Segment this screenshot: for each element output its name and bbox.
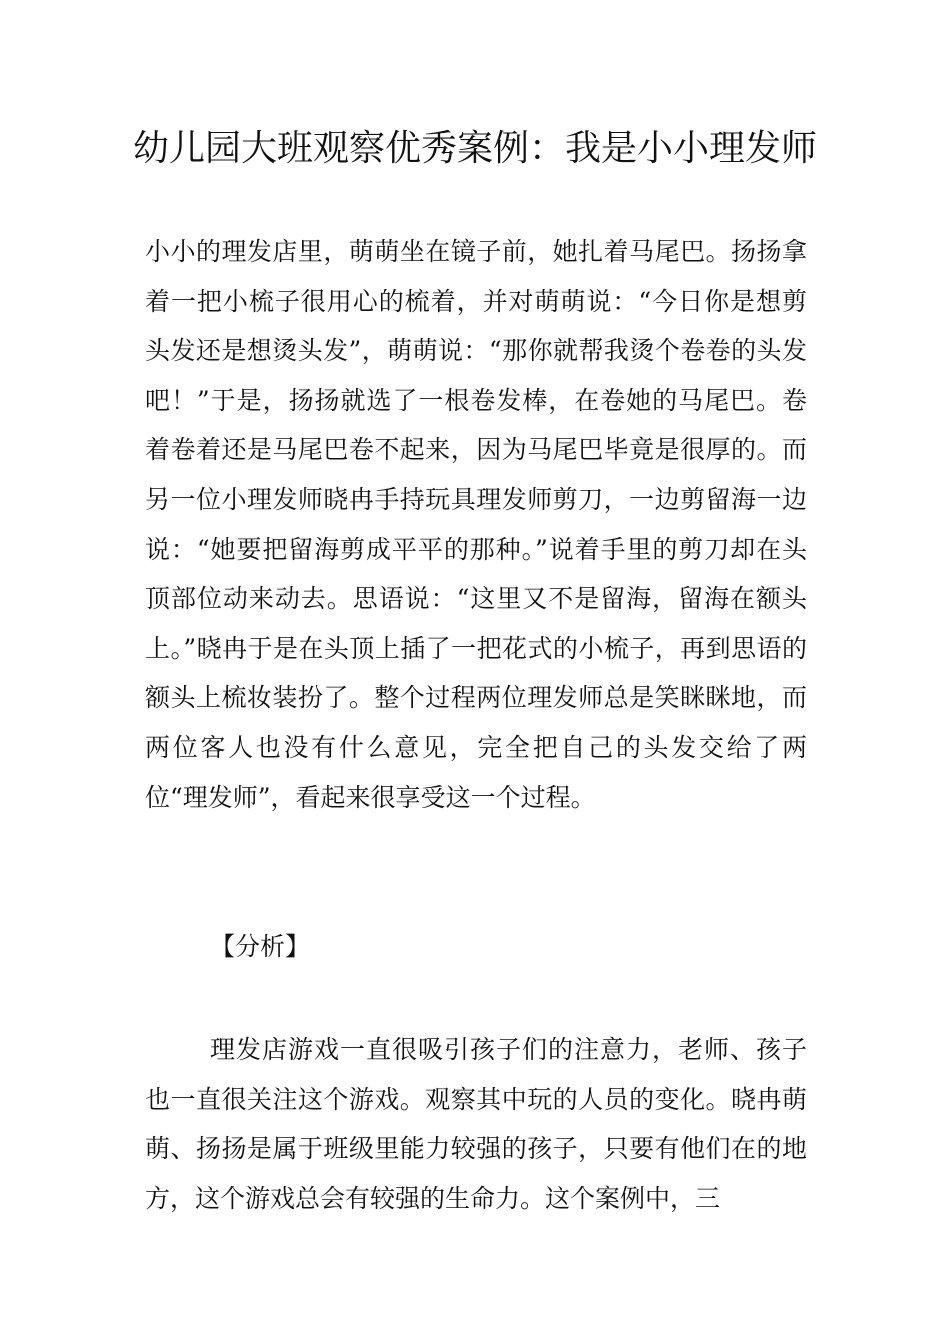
- document-title: 幼儿园大班观察优秀案例：我是小小理发师: [132, 128, 817, 169]
- analysis-paragraph: 理发店游戏一直很吸引孩子们的注意力，老师、孩子也一直很关注这个游戏。观察其中玩的人员的变化。晓冉萌萌、扬扬是属于班级里能力较强的孩子，只要有他们在的地方，这个游戏总会有较强的生命力。这个案例中，三: [145, 1035, 807, 1213]
- analysis-heading: 【分析】: [210, 932, 311, 961]
- case-paragraph: 小小的理发店里，萌萌坐在镜子前，她扎着马尾巴。扬扬拿着一把小梳子很用心的梳着，并对萌萌说：“今日你是想剪头发还是想烫头发”，萌萌说：“那你就帮我烫个卷卷的头发吧！”于是，扬扬就选了一根卷发棒，在卷她的马尾巴。卷着卷着还是马尾巴卷不起来，因为马尾巴毕竟是很厚的。而另一位小理发师晓冉手持玩具理发师剪刀，一边剪留海一边说：“她要把留海剪成平平的那种。”说着手里的剪刀却在头顶部位动来动去。思语说：“这里又不是留海，留海在额头上。”晓冉于是在头顶上插了一把花式的小梳子，再到思语的额头上梳妆装扮了。整个过程两位理发师总是笑眯眯地，而两位客人也没有什么意见，完全把自己的头发交给了两位“理发师”，看起来很享受这一个过程。: [145, 237, 807, 812]
